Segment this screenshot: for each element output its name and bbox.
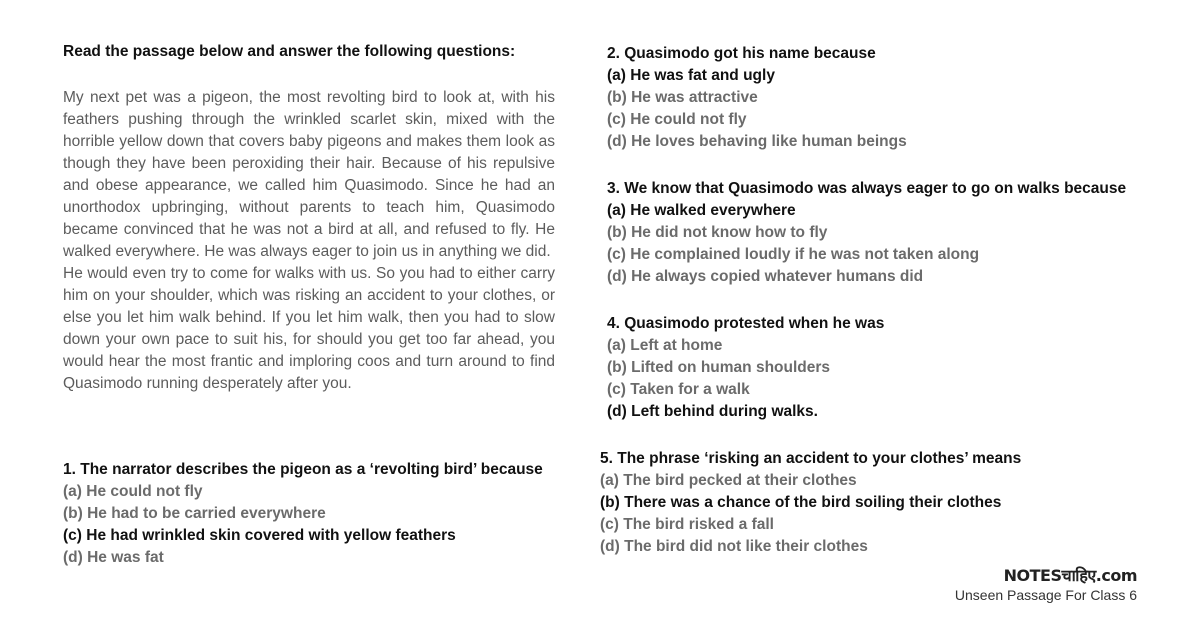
option-d: (d) He was fat [63, 549, 164, 566]
question-4 [607, 313, 884, 423]
question-stem: 1. The narrator describes the pigeon as a ‘revolting bird’ because [63, 461, 543, 478]
option-d: (d) The bird did not like their clothes [600, 538, 868, 555]
brand-logo: NOTESचाहिए.com [1003, 566, 1137, 585]
option-d: (d) He loves behaving like human beings [607, 133, 907, 150]
reading-passage [63, 87, 555, 395]
question-3 [607, 178, 1126, 288]
option-b: (b) He did not know how to fly [607, 224, 828, 241]
option-c: (c) Taken for a walk [607, 381, 750, 398]
brand-caption: Unseen Passage For Class 6 [954, 587, 1137, 603]
passage-paragraph-2: He would even try to come for walks with us. So you had to either carry him on your shoulder, which was risking an accident to your clothes, or else you let him walk behind. If you let him walk, then you had to slow down your own pace to suit his, for should you get too far ahead, you would hear the most frantic and imploring coos and turn around to find Quasimodo running desperately after you. [63, 265, 555, 392]
option-a: (a) He walked everywhere [607, 202, 796, 219]
option-d: (d) He always copied whatever humans did [607, 268, 924, 285]
option-b: (b) He had to be carried everywhere [63, 505, 326, 522]
option-a: (a) Left at home [607, 337, 723, 354]
instruction-heading: Read the passage below and answer the following questions: [63, 43, 516, 60]
passage-paragraph-1: My next pet was a pigeon, the most revolting bird to look at, with his feathers pushing through the wrinkled scarlet skin, mixed with the horrible yellow down that covers baby pigeons and makes them look as though they have been peroxiding their hair. Because of his repulsive and obese appearance, we called him Quasimodo. Since he had an unorthodox upbringing, without parents to teach him, Quasimodo became convinced that he was not a bird at all, and refused to fly. He walked everywhere. He was always eager to join us in anything we did. [63, 89, 555, 260]
option-a: (a) The bird pecked at their clothes [600, 472, 857, 489]
option-c: (c) He complained loudly if he was not taken along [607, 246, 980, 263]
question-stem: 5. The phrase ‘risking an accident to your clothes’ means [600, 450, 1022, 467]
option-a: (a) He was fat and ugly [607, 67, 775, 84]
question-stem: 4. Quasimodo protested when he was [607, 315, 885, 332]
option-c: (c) He could not fly [607, 111, 747, 128]
option-d: (d) Left behind during walks. [607, 403, 818, 420]
option-c: (c) He had wrinkled skin covered with yellow feathers [63, 527, 456, 544]
option-c: (c) The bird risked a fall [600, 516, 774, 533]
brand-block [955, 564, 1137, 603]
question-5 [600, 448, 1021, 558]
question-stem: 2. Quasimodo got his name because [607, 45, 876, 62]
option-a: (a) He could not fly [63, 483, 203, 500]
option-b: (b) There was a chance of the bird soiling their clothes [600, 494, 1002, 511]
option-b: (b) He was attractive [607, 89, 758, 106]
question-stem: 3. We know that Quasimodo was always eager to go on walks because [607, 180, 1127, 197]
question-1 [63, 459, 543, 569]
option-b: (b) Lifted on human shoulders [607, 359, 831, 376]
question-2 [607, 43, 907, 153]
